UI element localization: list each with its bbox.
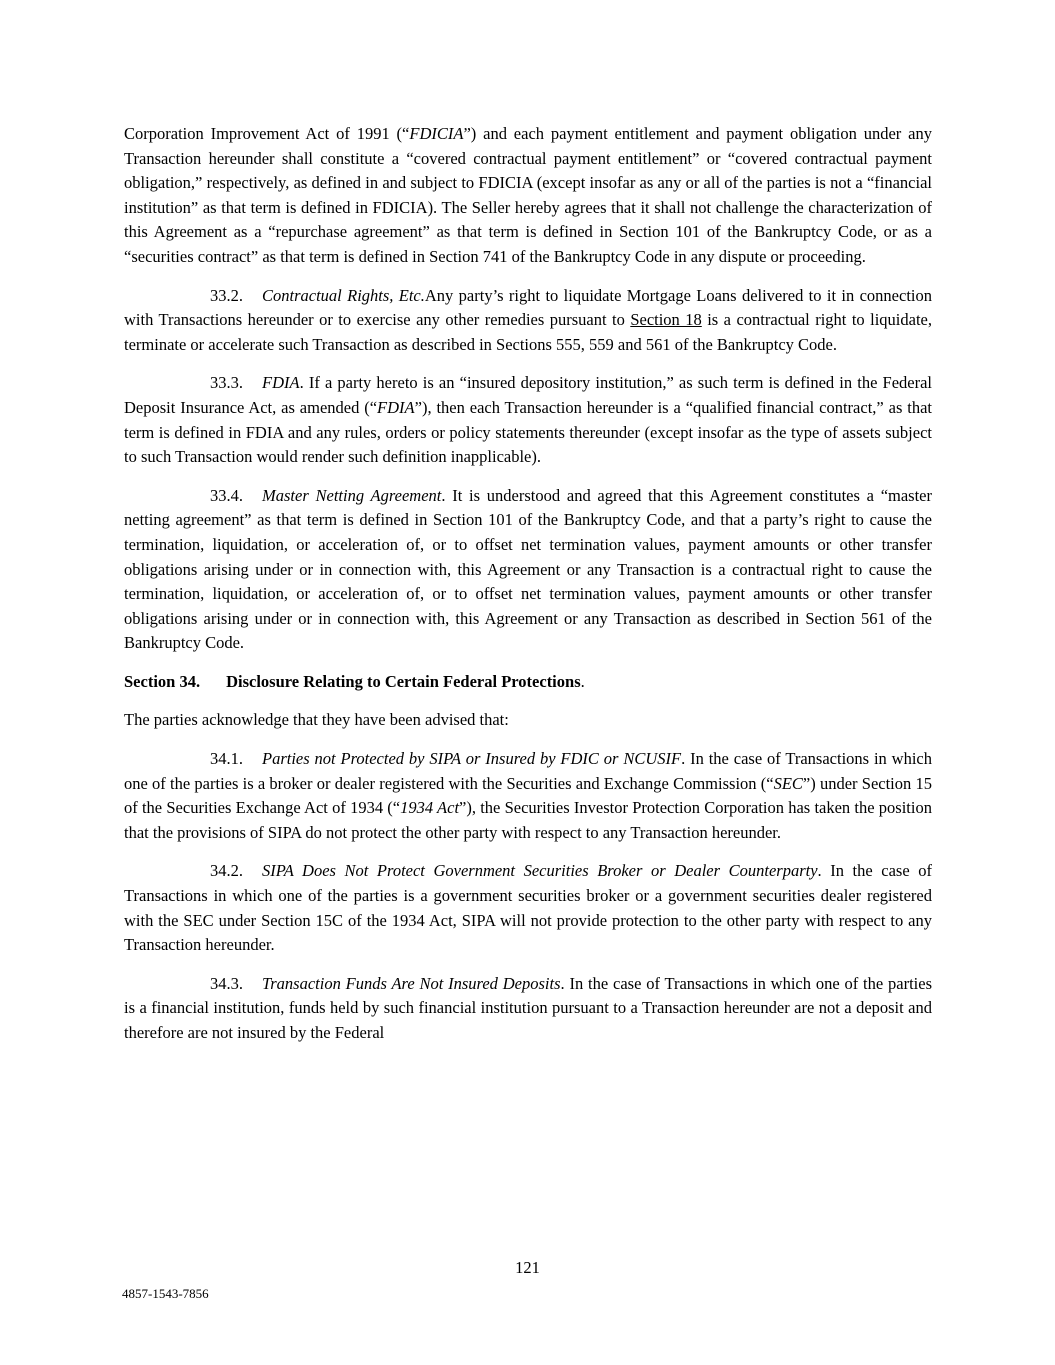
text-run: Disclosure Relating to Certain Federal Protections xyxy=(226,671,581,691)
text-run: . In the case of Transactions in which one of the parties is a government securities broker or a government securities dealer registered with the SEC under Section 15C of the 1934 Act, SIPA will not provide protection to the other party with respect to any Transaction hereunder. xyxy=(124,861,932,955)
text-run: . In the case of Transactions in which one of the parties is a broker or dealer registered with the Securities and Exchange Commission (“ xyxy=(124,749,932,793)
text-run: FDIA xyxy=(377,397,415,417)
text-run: 34.1. xyxy=(210,749,243,769)
text-run: Corporation Improvement Act of 1991 (“ xyxy=(124,124,410,143)
section-33-2-paragraph xyxy=(124,284,932,358)
text-run: SIPA Does Not Protect Government Securities Broker or Dealer Counterparty xyxy=(262,861,818,881)
text-run: . In the case of Transactions in which one of the parties is a financial institution, funds held by such financial institution pursuant to a Transaction hereunder are not a deposit and therefore are not insured by the Federal xyxy=(124,973,932,1042)
text-run: ”) and each payment entitlement and payment obligation under any Transaction hereunder shall constitute a “covered contractual payment entitlement” or “covered contractual payment obligation,” respectively, as defined in and subject to FDICIA (except insofar as any or all of the parties is not a “financial institution” as that term is defined in FDICIA). The Seller hereby agrees that it shall not challenge the characterization of this Agreement as a “repurchase agreement” as that term is defined in Section 101 of the Bankruptcy Code, or as a “securities contract” as that term is defined in Section 741 of the Bankruptcy Code in any dispute or proceeding. xyxy=(124,124,932,266)
text-run: Master Netting Agreement xyxy=(262,485,442,505)
text-run: is a contractual right to liquidate, terminate or accelerate such Transaction as described in Sections 555, 559 and 561 of the Bankruptcy Code. xyxy=(124,310,932,354)
text-run: Any party’s right to liquidate Mortgage Loans delivered to it in connection with Transactions hereunder or to exercise any other remedies pursuant to xyxy=(124,285,932,330)
document-id-footer: 4857-1543-7856 xyxy=(122,1286,209,1301)
section-34-lead-in-paragraph xyxy=(124,708,932,733)
text-run: ”), then each Transaction hereunder is a “qualified financial contract,” as that term is defined in FDIA and any rules, orders or policy statements thereunder (except insofar as the type of assets subject to such Transaction would render such definition inapplicable). xyxy=(124,397,932,467)
text-run: ”) under Section 15 of the Securities Exchange Act of 1934 (“ xyxy=(124,773,932,818)
section-34-2-paragraph xyxy=(124,859,932,957)
text-run: 33.2. xyxy=(210,285,243,305)
section-34-3-paragraph xyxy=(124,972,932,1046)
page-number: 121 xyxy=(515,1258,540,1277)
section-34-1-paragraph xyxy=(124,747,932,845)
text-run: 34.3. xyxy=(210,973,243,993)
text-run: SEC xyxy=(773,773,803,793)
text-run: Section 18 xyxy=(630,310,702,330)
text-run: Section 34. xyxy=(124,671,201,691)
text-run: . It is understood and agreed that this Agreement constitutes a “master netting agreement” as that term is defined in Section 101 of the Bankruptcy Code, and that a party’s right to cause the termination, liquidation, or acceleration of, or to offset net termination values, payment amounts or other transfer obligations arising under or in connection with, this Agreement or any Transaction is a contractual right to cause the termination, liquidation, or acceleration of, or to offset net termination values, payment amounts or other transfer obligations arising under or in connection with, this Agreement or any Transaction as described in Section 561 of the Bankruptcy Code. xyxy=(124,485,933,653)
text-run: . xyxy=(580,671,585,691)
text-run: 33.4. xyxy=(210,485,243,505)
text-run: . If a party hereto is an “insured depository institution,” as such term is defined in the Federal Deposit Insurance Act, as amended (“ xyxy=(124,373,932,417)
section-33-4-paragraph xyxy=(124,484,932,656)
fdicia-continuation-paragraph xyxy=(124,122,932,270)
text-run: ”), the Securities Investor Protection Corporation has taken the position that the provisions of SIPA do not protect the other party with respect to any Transaction hereunder. xyxy=(124,798,932,842)
text-run: FDICIA xyxy=(409,124,464,143)
text-run: 33.3. xyxy=(210,373,243,393)
text-run: Parties not Protected by SIPA or Insured by FDIC or NCUSIF xyxy=(262,749,682,769)
section-34-heading xyxy=(124,670,932,695)
text-run: 34.2. xyxy=(210,861,243,881)
text-run: 1934 Act xyxy=(400,798,460,818)
page-content xyxy=(124,122,932,1060)
section-33-3-paragraph xyxy=(124,371,932,469)
text-run: The parties acknowledge that they have been advised that: xyxy=(124,710,509,730)
text-run: Transaction Funds Are Not Insured Deposits xyxy=(262,973,561,993)
text-run: FDIA xyxy=(262,373,300,393)
text-run: Contractual Rights, Etc. xyxy=(262,285,425,305)
